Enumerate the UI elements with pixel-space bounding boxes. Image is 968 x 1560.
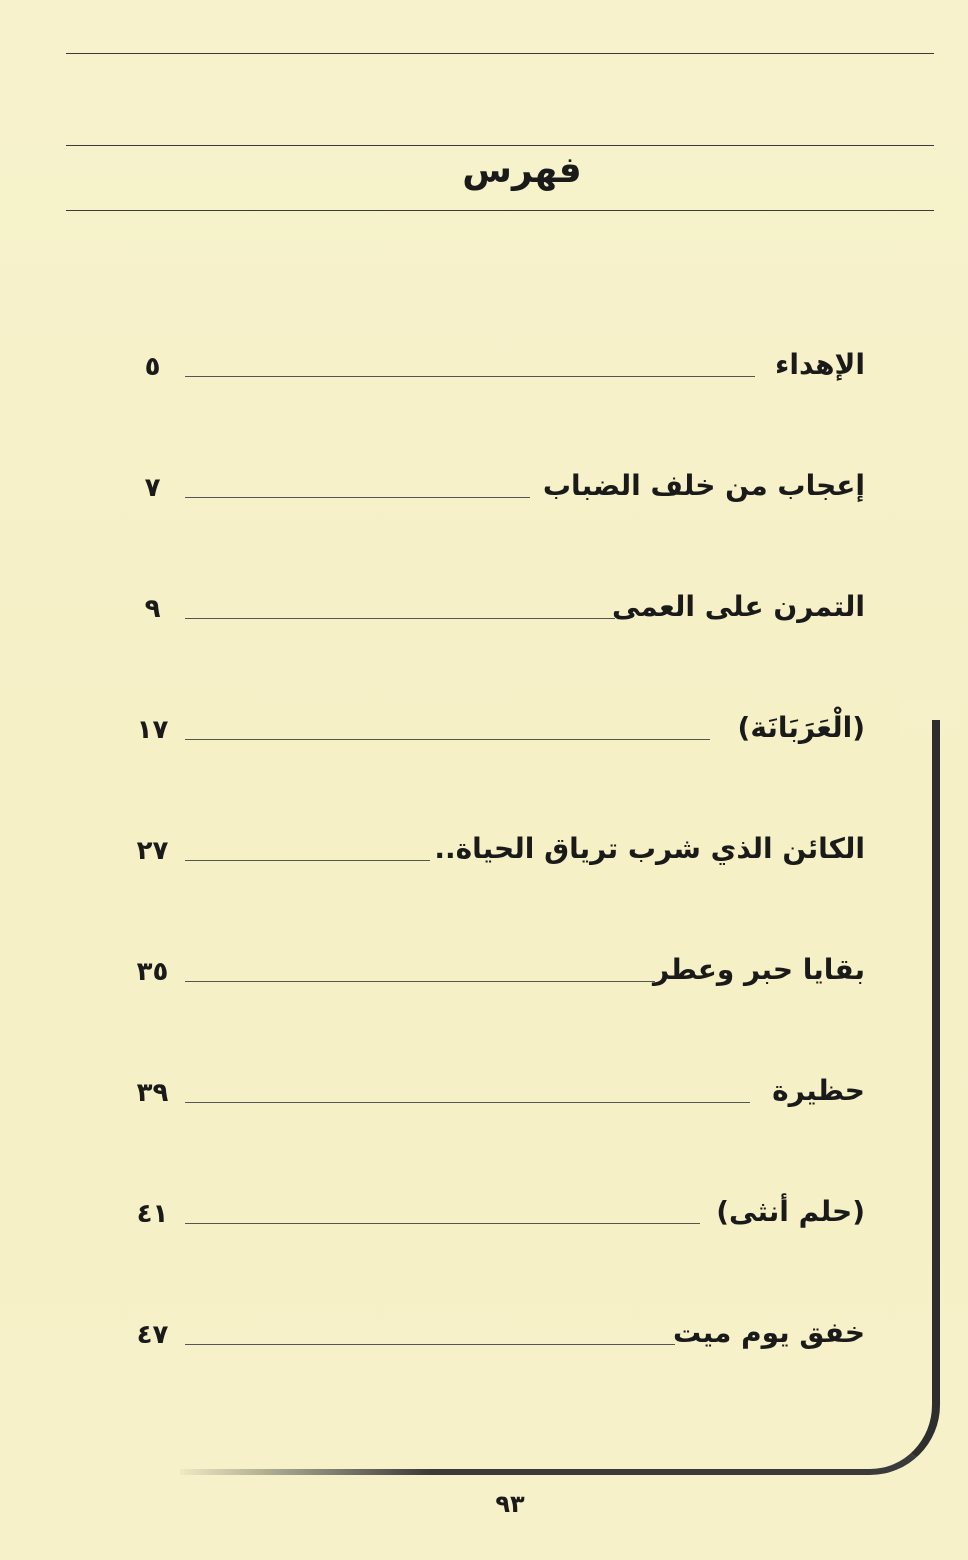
toc-entry-title: بقايا حبر وعطر [653,953,865,986]
dotted-leader [185,376,755,377]
toc-entry-title: إعجاب من خلف الضباب [542,469,865,502]
toc-entry-title: (حلم أنثى) [716,1195,865,1228]
toc-entry-page: ٥ [144,352,161,382]
toc-entry-page: ١٧ [136,715,169,745]
toc-entry [130,1066,865,1187]
toc-entry-page: ٣٩ [136,1078,169,1108]
top-rule [66,53,934,54]
toc-entry-page: ٩ [144,594,161,624]
toc-entry-title: حظيرة [772,1074,865,1107]
title-rule-above [66,145,934,146]
dotted-leader [185,1344,675,1345]
frame-fade-bottom [170,1440,430,1490]
dotted-leader [185,860,430,861]
toc-entry-title: خفق يوم ميت [672,1316,865,1349]
dotted-leader [185,1102,750,1103]
dotted-leader [185,618,615,619]
toc-entry-title: التمرن على العمى [611,590,865,623]
dotted-leader [185,981,655,982]
dotted-leader [185,1223,700,1224]
table-of-contents [130,340,865,1429]
page-number: ٩٣ [495,1490,525,1518]
toc-entry-title: (الْعَرَبَانَة) [737,711,865,744]
toc-entry-page: ٧ [144,473,161,503]
toc-entry [130,340,865,461]
toc-entry [130,703,865,824]
dotted-leader [185,739,710,740]
toc-entry-page: ٢٧ [136,836,169,866]
title-rule-below [66,210,934,211]
page-title: فهرس [462,150,582,191]
toc-entry [130,582,865,703]
toc-entry [130,1308,865,1429]
toc-entry [130,824,865,945]
dotted-leader [185,497,530,498]
toc-entry [130,1187,865,1308]
toc-entry [130,461,865,582]
toc-entry-page: ٤٧ [136,1320,169,1350]
toc-entry-page: ٣٥ [136,957,169,987]
toc-entry-page: ٤١ [136,1199,169,1229]
toc-entry-title: الكائن الذي شرب ترياق الحياة.. [434,832,865,865]
toc-entry [130,945,865,1066]
toc-entry-title: الإهداء [775,348,865,381]
